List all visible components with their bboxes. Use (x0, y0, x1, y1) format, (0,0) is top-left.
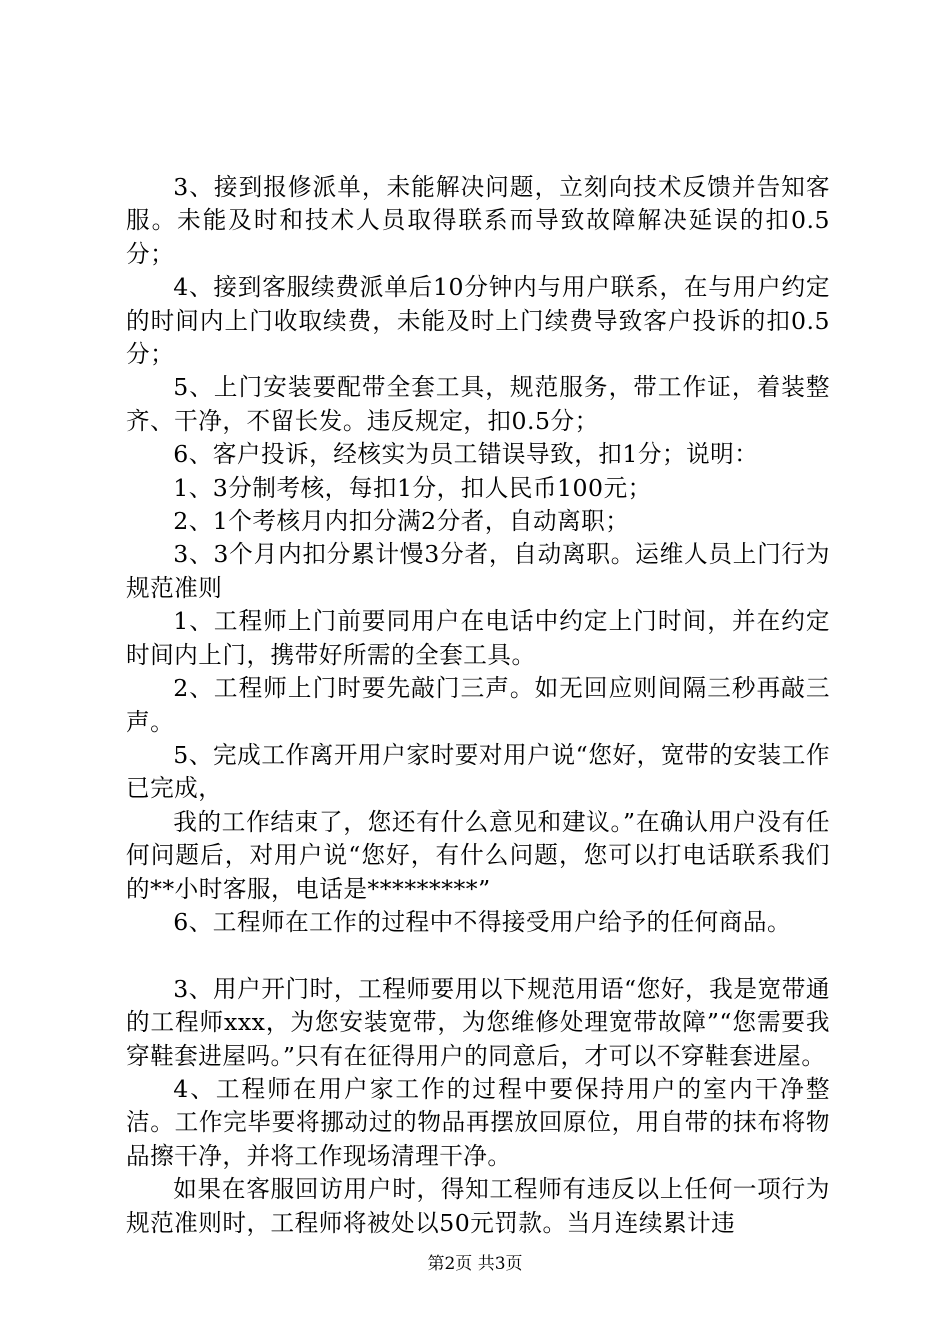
paragraph-note-1: 1、3分制考核，每扣1分，扣人民币100元； (173, 473, 652, 502)
paragraph-rule-2: 2、工程师上门时要先敲门三声。如无回应则间隔三秒再敲三声。 (126, 674, 830, 736)
paragraph-rule-1: 1、工程师上门前要同用户在电话中约定上门时间，并在约定时间内上门，携带好所需的全套工具。 (126, 607, 830, 669)
paragraph-note-2: 2、1个考核月内扣分满2分者，自动离职； (173, 507, 630, 536)
paragraph-repair-dispatch: 3、接到报修派单，未能解决问题，立刻向技术反馈并告知客服。未能及时和技术人员取得联系而导致故障解决延误的扣0.5分； (126, 173, 830, 268)
paragraph-installation-tools: 5、上门安装要配带全套工具，规范服务，带工作证，着装整齐、干净，不留长发。违反规定，扣0.5分； (126, 373, 830, 435)
page-footer (0, 1252, 950, 1276)
paragraph-rule-5: 5、完成工作离开用户家时要对用户说“您好，宽带的安装工作已完成， (126, 740, 830, 803)
paragraph-rule-3: 3、用户开门时，工程师要用以下规范用语“您好，我是宽带通的工程师xxx，为您安装宽带，为您维修处理宽带故障”“您需要我穿鞋套进屋吗。”只有在征得用户的同意后，才可以不穿鞋套进屋。 (126, 974, 830, 1070)
paragraph-rule-4: 4、工程师在用户家工作的过程中要保持用户的室内干净整洁。工作完毕要将挪动过的物品再摆放回原位，用自带的抹布将物品擦干净，并将工作现场清理干净。 (126, 1074, 830, 1170)
blank-line (126, 939, 830, 972)
paragraph-penalty: 如果在客服回访用户时，得知工程师有违反以上任何一项行为规范准则时，工程师将被处以50元罚款。当月连续累计违 (126, 1175, 830, 1237)
page-number: 第2页 共3页 (427, 1254, 523, 1274)
paragraph-customer-complaint: 6、客户投诉，经核实为员工错误导致，扣1分；说明： (173, 440, 759, 469)
paragraph-rule-5-continued: 我的工作结束了，您还有什么意见和建议。”在确认用户没有任何问题后，对用户说“您好，有什么问题，您可以打电话联系我们的**小时客服，电话是*********” (126, 807, 830, 903)
paragraph-renewal-dispatch: 4、接到客服续费派单后10分钟内与用户联系，在与用户约定的时间内上门收取续费，未能及时上门续费导致客户投诉的扣0.5分； (126, 273, 830, 369)
document-body (126, 171, 830, 1240)
paragraph-rule-6: 6、工程师在工作的过程中不得接受用户给予的任何商品。 (173, 907, 792, 936)
paragraph-note-3: 3、3个月内扣分累计慢3分者，自动离职。运维人员上门行为规范准则 (126, 540, 830, 602)
